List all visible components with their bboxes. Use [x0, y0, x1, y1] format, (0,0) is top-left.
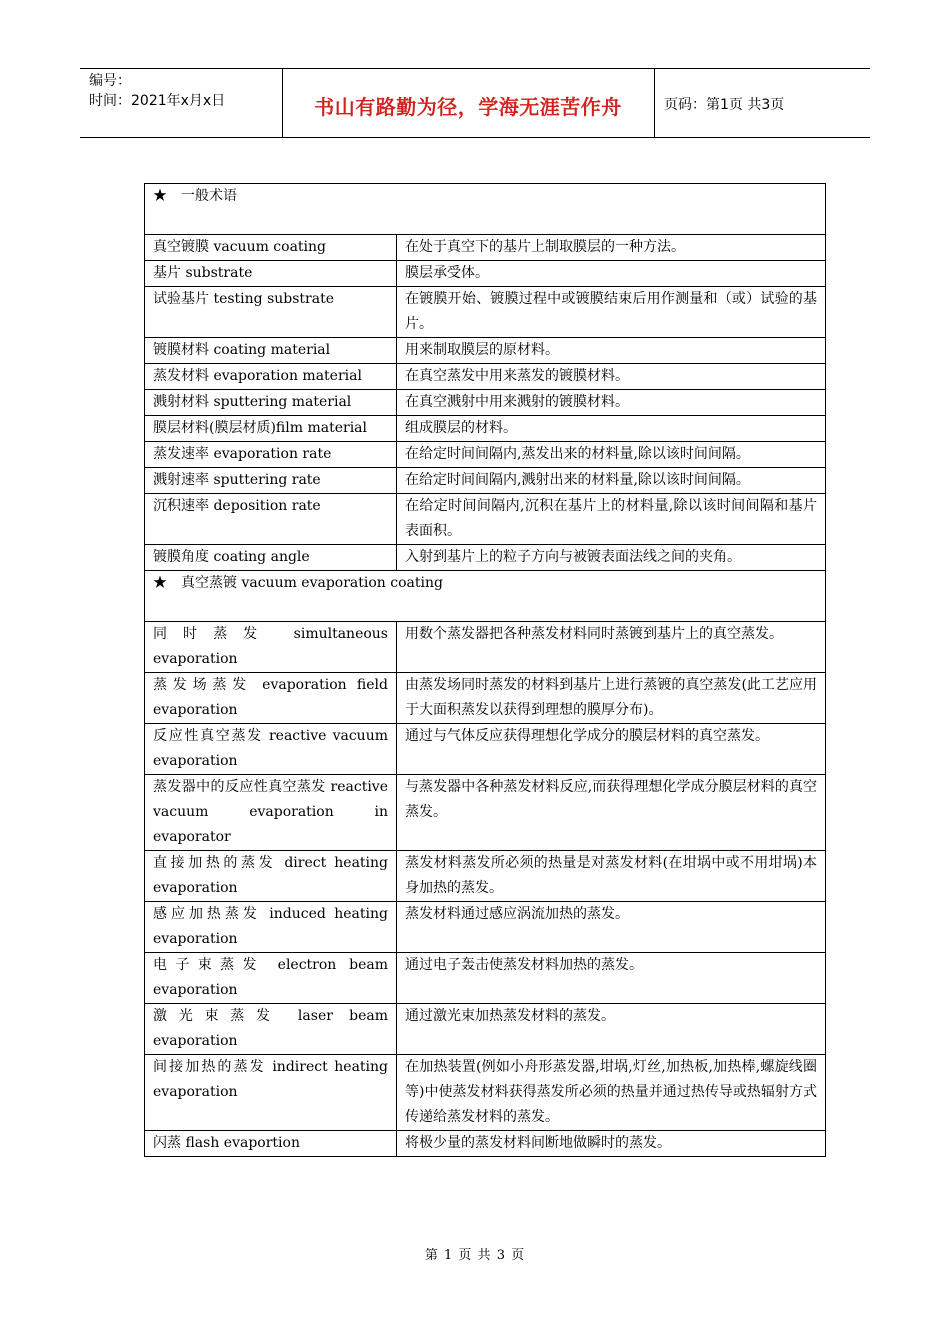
section-title: ★ 真空蒸镀 vacuum evaporation coating: [145, 571, 826, 622]
table-row: [145, 287, 826, 338]
terms-table: [144, 183, 826, 1157]
term-cell: 闪蒸 flash evaportion: [145, 1131, 397, 1157]
table-row: [145, 1004, 826, 1055]
table-row: [145, 338, 826, 364]
table-row: [145, 390, 826, 416]
term-cell: 蒸发器中的反应性真空蒸发 reactive vacuum evaporation in evaporator: [145, 775, 397, 851]
definition-cell: 在镀膜开始、镀膜过程中或镀膜结束后用作测量和（或）试验的基片。: [397, 287, 826, 338]
definition-cell: 通过电子轰击使蒸发材料加热的蒸发。: [397, 953, 826, 1004]
term-cell: 直接加热的蒸发 direct heating evaporation: [145, 851, 397, 902]
table-row: [145, 468, 826, 494]
table-row: [145, 673, 826, 724]
table-row: [145, 851, 826, 902]
definition-cell: 蒸发材料蒸发所必须的热量是对蒸发材料(在坩埚中或不用坩埚)本身加热的蒸发。: [397, 851, 826, 902]
table-row: [145, 1055, 826, 1131]
section-title: ★ 一般术语: [145, 184, 826, 235]
term-cell: 蒸发场蒸发 evaporation field evaporation: [145, 673, 397, 724]
definition-cell: 在给定时间间隔内,沉积在基片上的材料量,除以该时间间隔和基片表面积。: [397, 494, 826, 545]
header-motto: 书山有路勤为径，学海无涯苦作舟: [314, 95, 622, 119]
table-row: [145, 545, 826, 571]
definition-cell: 蒸发材料通过感应涡流加热的蒸发。: [397, 902, 826, 953]
term-cell: 镀膜角度 coating angle: [145, 545, 397, 571]
term-cell: 蒸发速率 evaporation rate: [145, 442, 397, 468]
definition-cell: 组成膜层的材料。: [397, 416, 826, 442]
definition-cell: 通过激光束加热蒸发材料的蒸发。: [397, 1004, 826, 1055]
header-divider: [654, 69, 655, 137]
term-cell: 间接加热的蒸发 indirect heating evaporation: [145, 1055, 397, 1131]
definition-cell: 由蒸发场同时蒸发的材料到基片上进行蒸镀的真空蒸发(此工艺应用于大面积蒸发以获得到理想的膜厚分布)。: [397, 673, 826, 724]
term-cell: 试验基片 testing substrate: [145, 287, 397, 338]
table-row: [145, 1131, 826, 1157]
term-cell: 膜层材料(膜层材质)film material: [145, 416, 397, 442]
page-header: [80, 68, 870, 138]
table-row: [145, 902, 826, 953]
term-cell: 激光束蒸发 laser beam evaporation: [145, 1004, 397, 1055]
term-cell: 镀膜材料 coating material: [145, 338, 397, 364]
term-cell: 同时蒸发 simultaneous evaporation: [145, 622, 397, 673]
table-row: [145, 442, 826, 468]
term-cell: 溅射速率 sputtering rate: [145, 468, 397, 494]
definition-cell: 将极少量的蒸发材料间断地做瞬时的蒸发。: [397, 1131, 826, 1157]
header-page-code: 页码：第1页 共3页: [664, 97, 785, 113]
table-row: [145, 775, 826, 851]
definition-cell: 通过与气体反应获得理想化学成分的膜层材料的真空蒸发。: [397, 724, 826, 775]
term-cell: 沉积速率 deposition rate: [145, 494, 397, 545]
table-row: [145, 724, 826, 775]
definition-cell: 入射到基片上的粒子方向与被镀表面法线之间的夹角。: [397, 545, 826, 571]
definition-cell: 在真空溅射中用来溅射的镀膜材料。: [397, 390, 826, 416]
term-cell: 感应加热蒸发 induced heating evaporation: [145, 902, 397, 953]
definition-cell: 与蒸发器中各种蒸发材料反应,而获得理想化学成分膜层材料的真空蒸发。: [397, 775, 826, 851]
document-time-label: 时间：2021年x月x日: [89, 93, 226, 109]
table-row: [145, 494, 826, 545]
section-row: [145, 571, 826, 622]
table-row: [145, 416, 826, 442]
term-cell: 溅射材料 sputtering material: [145, 390, 397, 416]
section-row: [145, 184, 826, 235]
definition-cell: 在给定时间间隔内,蒸发出来的材料量,除以该时间间隔。: [397, 442, 826, 468]
term-cell: 基片 substrate: [145, 261, 397, 287]
page-footer: 第 1 页 共 3 页: [424, 1248, 526, 1263]
table-row: [145, 622, 826, 673]
definition-cell: 在处于真空下的基片上制取膜层的一种方法。: [397, 235, 826, 261]
table-row: [145, 235, 826, 261]
table-row: [145, 953, 826, 1004]
term-cell: 蒸发材料 evaporation material: [145, 364, 397, 390]
term-cell: 电子束蒸发 electron beam evaporation: [145, 953, 397, 1004]
term-cell: 反应性真空蒸发 reactive vacuum evaporation: [145, 724, 397, 775]
definition-cell: 膜层承受体。: [397, 261, 826, 287]
header-meta: [89, 71, 284, 111]
definition-cell: 用来制取膜层的原材料。: [397, 338, 826, 364]
table-row: [145, 261, 826, 287]
term-cell: 真空镀膜 vacuum coating: [145, 235, 397, 261]
table-row: [145, 364, 826, 390]
definition-cell: 在给定时间间隔内,溅射出来的材料量,除以该时间间隔。: [397, 468, 826, 494]
definition-cell: 在真空蒸发中用来蒸发的镀膜材料。: [397, 364, 826, 390]
definition-cell: 用数个蒸发器把各种蒸发材料同时蒸镀到基片上的真空蒸发。: [397, 622, 826, 673]
document-number-label: 编号：: [89, 73, 131, 89]
definition-cell: 在加热装置(例如小舟形蒸发器,坩埚,灯丝,加热板,加热棒,螺旋线圈等)中使蒸发材料获得蒸发所必须的热量并通过热传导或热辐射方式传递给蒸发材料的蒸发。: [397, 1055, 826, 1131]
